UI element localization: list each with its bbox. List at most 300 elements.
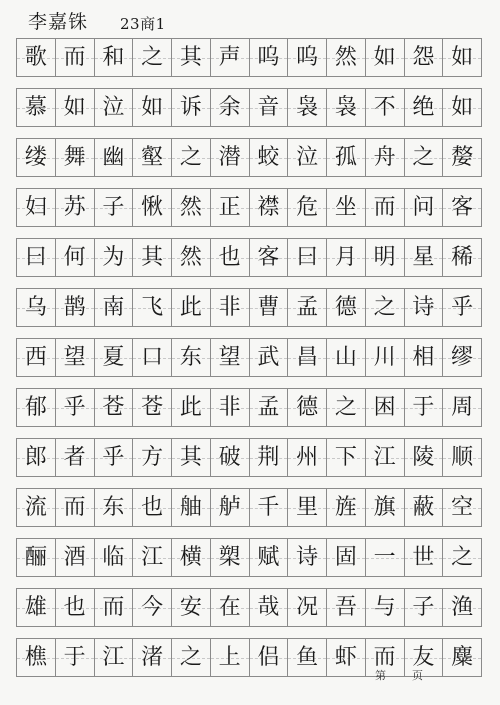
grid-cell [133,139,172,176]
grid-cell [443,39,482,76]
character: 武 [257,344,280,370]
grid-cell [95,89,134,126]
character: 江 [141,544,164,570]
grid-cell [95,539,134,576]
character: 友 [412,644,435,670]
character: 雄 [24,594,47,620]
character: 也 [218,244,241,270]
grid-cell [56,389,95,426]
character: 山 [334,344,357,370]
grid-cell [288,339,327,376]
grid-cell [211,589,250,626]
grid-cell [366,339,405,376]
grid-cell [17,189,56,226]
character: 千 [257,494,280,520]
grid-cell [405,539,444,576]
grid-cell [250,589,289,626]
character: 问 [412,194,435,220]
character: 襟 [257,194,280,220]
character: 而 [373,194,396,220]
character: 非 [218,294,241,320]
grid-cell [250,339,289,376]
character: 何 [63,244,86,270]
grid-cell [56,189,95,226]
grid-cell [288,189,327,226]
grid-row [16,288,482,327]
grid-cell [250,539,289,576]
character: 乌 [24,294,47,320]
character: 如 [63,94,86,120]
grid-cell [95,339,134,376]
grid-cell [172,239,211,276]
grid-cell [366,489,405,526]
grid-cell [250,389,289,426]
grid-cell [95,189,134,226]
grid-cell [95,289,134,326]
class-label: 23商1 [120,15,166,33]
grid-cell [288,139,327,176]
character: 愀 [141,194,164,220]
grid-cell [172,89,211,126]
character: 不 [373,94,396,120]
grid-cell [405,389,444,426]
grid-cell [288,39,327,76]
character: 麋 [451,644,474,670]
grid-cell [366,439,405,476]
character: 者 [63,444,86,470]
character: 上 [218,644,241,670]
page-suffix: 页 [412,669,423,682]
grid-row [16,188,482,227]
character: 一 [373,544,396,570]
character: 子 [102,194,125,220]
grid-cell [133,39,172,76]
character: 昌 [296,344,319,370]
character: 诗 [296,544,319,570]
grid-cell [17,339,56,376]
grid-cell [250,39,289,76]
character: 孟 [296,294,319,320]
grid-row [16,38,482,77]
character: 苍 [102,394,125,420]
grid-cell [288,639,327,676]
character: 樵 [24,644,47,670]
grid-row [16,588,482,627]
grid-cell [172,389,211,426]
character: 诉 [179,94,202,120]
character: 荆 [257,444,280,470]
character: 之 [412,144,435,170]
grid-cell [172,339,211,376]
grid-cell [327,639,366,676]
character: 泣 [102,94,125,120]
character: 赋 [257,544,280,570]
character: 望 [218,344,241,370]
grid-cell [405,189,444,226]
grid-cell [133,89,172,126]
character: 缪 [451,344,474,370]
character: 其 [141,244,164,270]
character: 然 [334,44,357,70]
character: 旌 [334,494,357,520]
grid-row [16,88,482,127]
character: 东 [102,494,125,520]
character: 子 [412,594,435,620]
character: 蔽 [412,494,435,520]
grid-cell [211,539,250,576]
grid-cell [327,539,366,576]
character: 如 [451,94,474,120]
character: 呜 [296,44,319,70]
grid-cell [95,239,134,276]
character: 西 [24,344,47,370]
grid-cell [327,89,366,126]
grid-cell [443,239,482,276]
grid-cell [327,439,366,476]
grid-cell [405,439,444,476]
character: 孟 [257,394,280,420]
character: 鱼 [296,644,319,670]
grid-cell [133,539,172,576]
character: 今 [141,594,164,620]
grid-cell [250,139,289,176]
character: 而 [102,594,125,620]
grid-cell [250,89,289,126]
character: 于 [412,394,435,420]
grid-row [16,438,482,477]
student-name: 李嘉铢 [28,11,89,33]
grid-cell [443,139,482,176]
grid-cell [56,539,95,576]
grid-cell [211,289,250,326]
character: 于 [63,644,86,670]
character: 也 [63,594,86,620]
grid-cell [211,239,250,276]
grid-cell [327,239,366,276]
grid-cell [56,89,95,126]
character: 明 [373,244,396,270]
character: 虾 [334,644,357,670]
character: 况 [296,594,319,620]
character: 袅 [296,94,319,120]
grid-cell [405,139,444,176]
character: 周 [451,394,474,420]
character: 之 [373,294,396,320]
grid-cell [405,239,444,276]
character: 月 [334,244,357,270]
grid-cell [172,489,211,526]
character: 缕 [24,144,47,170]
character: 乎 [63,394,86,420]
grid-row [16,338,482,377]
character: 里 [296,494,319,520]
grid-cell [17,89,56,126]
grid-cell [327,289,366,326]
grid-cell [288,439,327,476]
header [28,8,166,34]
character: 东 [179,344,202,370]
character: 壑 [141,144,164,170]
character: 江 [373,444,396,470]
grid-cell [250,639,289,676]
character: 空 [451,494,474,520]
grid-cell [366,189,405,226]
character: 江 [102,644,125,670]
grid-row [16,388,482,427]
grid-cell [95,39,134,76]
grid-cell [288,489,327,526]
grid-cell [95,489,134,526]
grid-cell [327,139,366,176]
character: 鹊 [63,294,86,320]
character: 怨 [412,44,435,70]
grid-cell [443,89,482,126]
grid-cell [211,139,250,176]
character: 流 [24,494,47,520]
character: 客 [451,194,474,220]
character: 其 [179,44,202,70]
character: 为 [102,244,125,270]
character: 客 [257,244,280,270]
character: 侣 [257,644,280,670]
grid-cell [327,489,366,526]
character: 声 [218,44,241,70]
grid-cell [327,589,366,626]
character: 乎 [102,444,125,470]
character: 固 [334,544,357,570]
grid-cell [133,339,172,376]
character: 世 [412,544,435,570]
grid-cell [327,39,366,76]
grid-cell [327,189,366,226]
character: 泣 [296,144,319,170]
grid-cell [211,189,250,226]
character: 然 [179,194,202,220]
grid-cell [366,539,405,576]
character: 袅 [334,94,357,120]
character: 舻 [218,494,241,520]
grid-cell [17,39,56,76]
grid-cell [172,439,211,476]
character: 德 [334,294,357,320]
grid-cell [405,289,444,326]
character: 曰 [24,244,47,270]
character: 此 [179,394,202,420]
grid-cell [211,439,250,476]
page-label: 第 [375,669,386,682]
character: 陵 [412,444,435,470]
character: 之 [179,144,202,170]
grid-cell [95,139,134,176]
character: 郁 [24,394,47,420]
character: 如 [141,94,164,120]
character: 舟 [373,144,396,170]
grid-cell [211,639,250,676]
grid-cell [366,289,405,326]
grid-cell [17,139,56,176]
grid-cell [172,289,211,326]
grid-cell [56,339,95,376]
grid-cell [95,389,134,426]
character: 诗 [412,294,435,320]
grid-cell [56,289,95,326]
grid-cell [172,539,211,576]
grid-cell [211,389,250,426]
character: 如 [373,44,396,70]
grid-cell [17,289,56,326]
character: 余 [218,94,241,120]
grid-cell [366,139,405,176]
grid-cell [405,89,444,126]
character: 潜 [218,144,241,170]
grid-cell [211,89,250,126]
character: 夏 [102,344,125,370]
character: 也 [141,494,164,520]
character: 口 [141,344,164,370]
character: 然 [179,244,202,270]
grid-cell [56,589,95,626]
grid-cell [211,339,250,376]
grid-cell [17,539,56,576]
character: 此 [179,294,202,320]
grid-cell [17,589,56,626]
grid-cell [17,389,56,426]
character: 坐 [334,194,357,220]
character: 舞 [63,144,86,170]
grid-cell [288,289,327,326]
character: 哉 [257,594,280,620]
grid-cell [172,39,211,76]
character: 州 [296,444,319,470]
character: 慕 [24,94,47,120]
character: 曰 [296,244,319,270]
grid-cell [56,439,95,476]
grid-cell [443,339,482,376]
grid-cell [95,439,134,476]
writing-grid [16,38,482,688]
grid-cell [288,389,327,426]
character: 曹 [257,294,280,320]
grid-row [16,488,482,527]
character: 星 [412,244,435,270]
character: 而 [63,494,86,520]
character: 破 [218,444,241,470]
grid-cell [133,389,172,426]
grid-cell [133,589,172,626]
grid-cell [288,239,327,276]
grid-cell [56,39,95,76]
character: 吾 [334,594,357,620]
character: 在 [218,594,241,620]
grid-cell [250,189,289,226]
character: 非 [218,394,241,420]
character: 妇 [24,194,47,220]
grid-cell [133,189,172,226]
grid-cell [288,89,327,126]
character: 望 [63,344,86,370]
character: 相 [412,344,435,370]
grid-cell [405,589,444,626]
character: 舳 [179,494,202,520]
character: 渔 [451,594,474,620]
character: 横 [179,544,202,570]
character: 正 [218,194,241,220]
grid-cell [366,589,405,626]
character: 幽 [102,144,125,170]
grid-cell [17,489,56,526]
grid-cell [366,39,405,76]
character: 而 [373,644,396,670]
grid-cell [443,289,482,326]
grid-cell [250,289,289,326]
grid-cell [172,639,211,676]
character: 困 [373,394,396,420]
character: 渚 [141,644,164,670]
character: 蛟 [257,144,280,170]
grid-cell [443,539,482,576]
grid-cell [56,239,95,276]
character: 下 [334,444,357,470]
character: 和 [102,44,125,70]
grid-cell [443,389,482,426]
grid-cell [17,439,56,476]
grid-cell [443,489,482,526]
grid-cell [366,389,405,426]
character: 稀 [451,244,474,270]
character: 安 [179,594,202,620]
grid-row [16,138,482,177]
grid-cell [443,189,482,226]
character: 顺 [451,444,474,470]
grid-cell [443,639,482,676]
character: 歌 [24,44,47,70]
grid-cell [56,139,95,176]
character: 与 [373,594,396,620]
character: 乎 [451,294,474,320]
grid-cell [133,239,172,276]
character: 酒 [63,544,86,570]
grid-cell [405,489,444,526]
character: 郎 [24,444,47,470]
grid-cell [172,189,211,226]
character: 飞 [141,294,164,320]
grid-cell [95,589,134,626]
character: 酾 [24,544,47,570]
grid-cell [366,89,405,126]
grid-cell [250,489,289,526]
grid-cell [211,39,250,76]
grid-cell [366,239,405,276]
character: 南 [102,294,125,320]
grid-cell [56,639,95,676]
character: 之 [451,544,474,570]
grid-cell [327,339,366,376]
character: 绝 [412,94,435,120]
character: 而 [63,44,86,70]
character: 孤 [334,144,357,170]
character: 如 [451,44,474,70]
grid-cell [405,339,444,376]
grid-row [16,238,482,277]
grid-cell [172,589,211,626]
grid-cell [211,489,250,526]
character: 之 [179,644,202,670]
character: 苏 [63,194,86,220]
grid-cell [17,639,56,676]
grid-cell [443,439,482,476]
grid-cell [133,439,172,476]
character: 临 [102,544,125,570]
